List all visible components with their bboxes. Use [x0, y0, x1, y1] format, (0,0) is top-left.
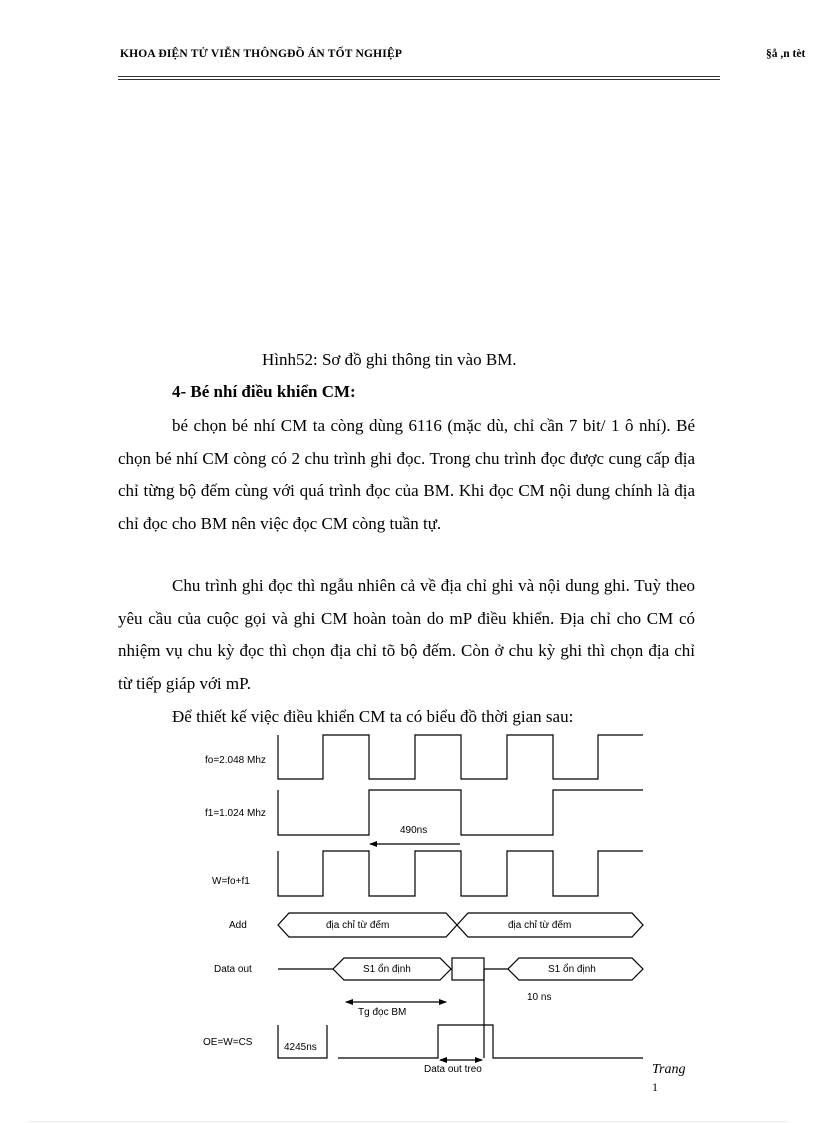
footer-trang: Trang	[652, 1062, 686, 1077]
data-out-transition-box	[452, 958, 484, 980]
paragraph-3: Để thiết kế việc điều khiển CM ta có biểu đồ thời gian sau:	[172, 707, 574, 726]
data-out-label-1: S1 ổn định	[363, 964, 411, 975]
label-f1: f1=1.024 Mhz	[205, 808, 266, 819]
page-number: 1	[652, 1080, 658, 1094]
waveform-oe-pulse	[338, 1025, 643, 1058]
label-add: Add	[229, 920, 247, 931]
label-w: W=fo+f1	[212, 876, 250, 887]
waveform-fo	[278, 735, 643, 779]
label-data-out: Data out	[214, 964, 252, 975]
header-right-text: §å ,n tèt	[766, 48, 806, 60]
label-490ns: 490ns	[400, 825, 428, 836]
label-10ns: 10 ns	[527, 992, 552, 1003]
waveform-f1	[278, 790, 643, 835]
waveform-w	[278, 851, 643, 896]
data-out-label-2: S1 ổn định	[548, 964, 596, 975]
label-oe: OE=W=CS	[203, 1037, 253, 1048]
figure-caption: Hình52: Sơ đồ ghi thông tin vào BM.	[262, 350, 517, 369]
paragraph-2: Chu trình ghi đọc thì ngẫu nhiên cả về địa chỉ ghi và nội dung ghi. Tuỳ theo yêu cầu của cuộc gọi và ghi CM hoàn toàn do mP điều khiển. Địa chỉ cho CM có nhiệm vụ chu kỳ đọc thì chọn địa chỉ tõ bộ đếm. Còn ở chu kỳ ghi thì chọn địa chỉ từ tiếp giáp với mP.	[118, 576, 695, 693]
label-data-out-treo: Data out treo	[424, 1064, 482, 1075]
header-title: KHOA ĐIỆN TỬ VIỄN THÔNGĐỒ ÁN TỐT NGHIỆP	[120, 48, 403, 60]
add-label-2: địa chỉ từ đếm	[508, 920, 572, 931]
section-heading: 4- Bé nhí điều khiển CM:	[172, 382, 356, 401]
label-tg-doc-bm: Tg đọc BM	[358, 1007, 407, 1018]
label-4245ns: 4245ns	[284, 1042, 317, 1053]
page-bottom-divider	[28, 1121, 788, 1122]
paragraph-1: bé chọn bé nhí CM ta còng dùng 6116 (mặc dù, chỉ cần 7 bit/ 1 ô nhí). Bé chọn bé nhí CM còng có 2 chu trình ghi đọc. Trong chu trình đọc được cung cấp địa chỉ từng bộ đếm cùng với quá trình đọc của BM. Khi đọc CM nội dung chính là địa chỉ đọc cho BM nên việc đọc CM còng tuần tự.	[118, 416, 695, 533]
label-fo: fo=2.048 Mhz	[205, 755, 266, 766]
add-label-1: địa chỉ từ đếm	[326, 920, 390, 931]
